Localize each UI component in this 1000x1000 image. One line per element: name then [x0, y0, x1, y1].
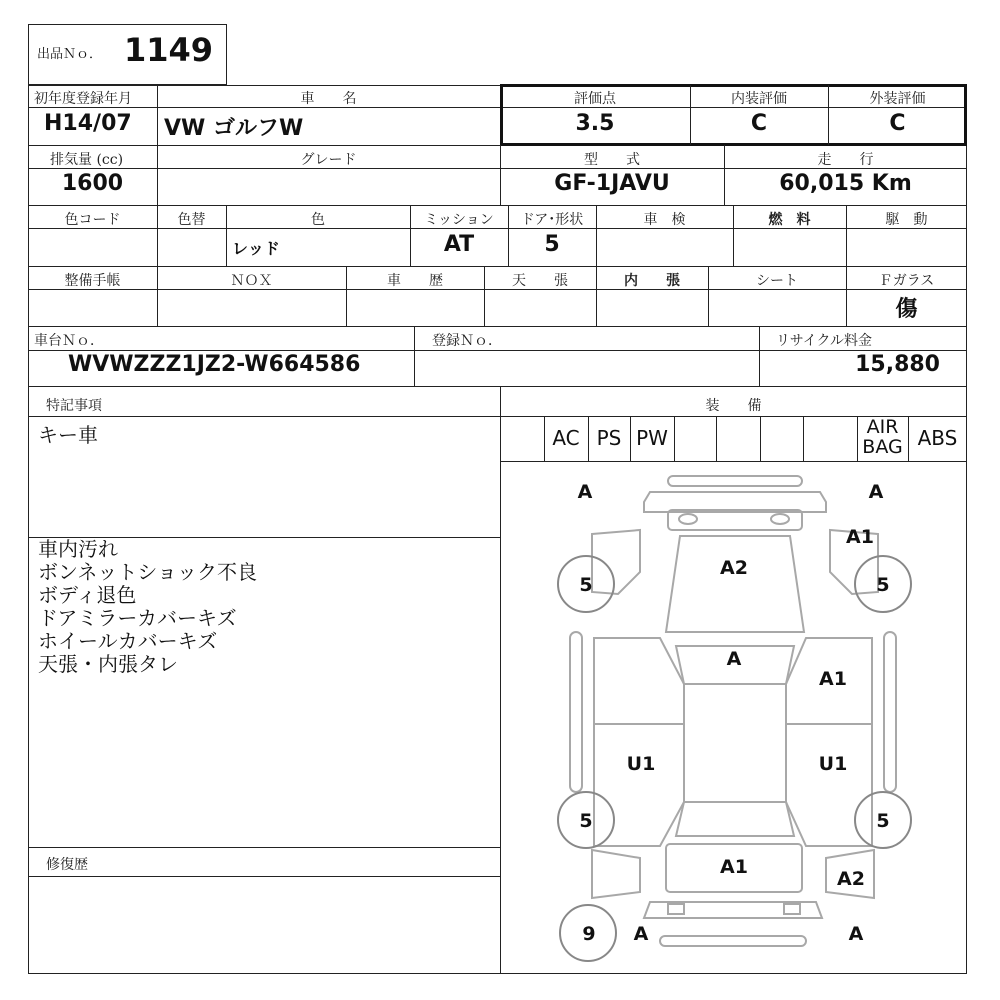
repair-history-label: 修復歴 [46, 857, 88, 873]
front-glass-value: 傷 [895, 296, 918, 322]
mark-hood: A2 [720, 557, 748, 579]
score-label: 評価点 [574, 91, 616, 107]
row5-v2 [759, 326, 760, 386]
lot-number-label: 出品Ｎｏ． [37, 47, 103, 62]
roof [684, 684, 786, 802]
reg-no-label: 登録Ｎｏ． [432, 333, 502, 349]
rear-bumper-bottom [660, 936, 806, 946]
color-label: 色 [311, 212, 325, 228]
equip-airbag: AIR BAG [862, 416, 903, 458]
mark-rear-right: A [848, 923, 864, 945]
right-sill [884, 632, 896, 792]
tire-front-right: 5 [876, 574, 890, 596]
reg-date-label: 初年度登録年月 [34, 91, 132, 107]
repair-top [28, 847, 500, 848]
exterior-value: C [889, 111, 906, 136]
repair-divider [28, 876, 500, 877]
drive-label: 駆 動 [885, 212, 928, 228]
exterior-label: 外装評価 [869, 91, 926, 107]
history-label: 車 歴 [387, 273, 443, 289]
equip-ps: PS [596, 426, 622, 450]
color-code-label: 色コード [64, 212, 121, 228]
chassis-value: WVWZZZ1JZ2-W664586 [68, 352, 361, 377]
mark-front-left: A [577, 481, 593, 503]
roof-lining-label: 天 張 [512, 273, 568, 289]
inner-lining-label: 内 張 [624, 273, 680, 289]
maint-book-label: 整備手帳 [64, 273, 121, 289]
row5-divider [28, 350, 967, 351]
row2-bottom [28, 205, 967, 206]
fuel-label: 燃 料 [768, 212, 811, 228]
notes-top [38, 424, 98, 447]
note-line: 天張・内張タレ [38, 652, 178, 676]
equip-pw: PW [636, 426, 668, 450]
mileage-label: 走 行 [817, 152, 874, 168]
displacement-value: 1600 [61, 171, 124, 196]
note-line: ボンネットショック不良 [38, 560, 257, 584]
model-value: GF-1JAVU [554, 171, 670, 196]
equip-ac: AC [552, 426, 580, 450]
nox-label: ＮＯＸ [230, 273, 273, 289]
note-line: 車内汚れ [38, 537, 118, 561]
lower-header-divider [28, 416, 967, 417]
lot-number-box [28, 24, 227, 85]
note-line: ホイールカバーキズ [38, 629, 218, 653]
left-fender [592, 530, 640, 594]
color-value: レッド [232, 239, 280, 258]
hood [666, 536, 804, 632]
tire-front-left: 5 [579, 574, 593, 596]
mark-tailgate: A1 [720, 856, 748, 878]
row4-bottom [28, 326, 967, 327]
interior-value: C [750, 111, 768, 136]
door-label: ドア･形状 [520, 212, 584, 228]
interior-label: 内装評価 [731, 91, 787, 107]
left-headlight [679, 514, 697, 524]
tire-rear-left: 5 [579, 810, 593, 832]
note-line: ボディ退色 [38, 583, 137, 607]
front-glass-label: Ｆガラス [878, 273, 935, 289]
reg-date-value: H14/07 [44, 111, 132, 136]
inspection-label: 車 検 [643, 212, 686, 228]
equip-v6 [760, 416, 761, 461]
grade-label: グレード [300, 152, 357, 168]
seat-label: シート [756, 273, 798, 289]
rear-window [676, 802, 794, 836]
row3-bottom [28, 266, 967, 267]
door-value: 5 [544, 232, 560, 257]
equip-abs: ABS [917, 426, 958, 450]
left-sill [570, 632, 582, 792]
notes-label: 特記事項 [46, 398, 102, 414]
mark-left-sill: U1 [626, 753, 656, 775]
notes-list [38, 538, 257, 676]
mark-front-right: A [868, 481, 884, 503]
mark-roof-front: A [726, 648, 742, 670]
left-taillight [668, 904, 684, 914]
score-value: 3.5 [575, 111, 615, 136]
color-change-label: 色替 [177, 212, 206, 228]
row5-bottom [28, 386, 967, 387]
mark-right-fender: A1 [846, 526, 874, 548]
mark-right-front-door: A1 [819, 668, 847, 690]
tire-rear-right: 5 [876, 810, 890, 832]
left-side [594, 638, 684, 846]
lot-number: 1149 [124, 31, 214, 69]
right-headlight [771, 514, 789, 524]
mark-rear-left: A [633, 923, 649, 945]
car-name-label: 車 名 [300, 91, 357, 107]
front-bumper-top [668, 476, 802, 486]
row5-v1 [414, 326, 415, 386]
mission-label: ミッション [424, 212, 494, 228]
left-rear-quarter [592, 850, 640, 898]
mileage-value: 60,015 Km [779, 171, 912, 196]
equip-v5 [716, 416, 717, 461]
equipment-label: 装 備 [705, 398, 762, 414]
note-line: キー車 [38, 423, 98, 447]
car-name-value: VW ゴルフW [164, 116, 304, 141]
recycle-value: 15,880 [855, 352, 940, 377]
displacement-label: 排気量 (cc) [50, 152, 124, 168]
model-label: 型 式 [584, 152, 640, 168]
equip-v4 [674, 416, 675, 461]
mark-right-rear-quarter: A2 [837, 868, 865, 890]
mark-right-sill: U1 [818, 753, 848, 775]
car-diagram [500, 462, 966, 973]
right-taillight [784, 904, 800, 914]
chassis-label: 車台Ｎｏ． [34, 333, 104, 349]
note-line: ドアミラーカバーキズ [38, 606, 237, 630]
recycle-label: リサイクル料金 [776, 333, 873, 349]
equip-v7 [803, 416, 804, 461]
mission-value: AT [443, 232, 475, 257]
tire-spare: 9 [582, 923, 596, 945]
